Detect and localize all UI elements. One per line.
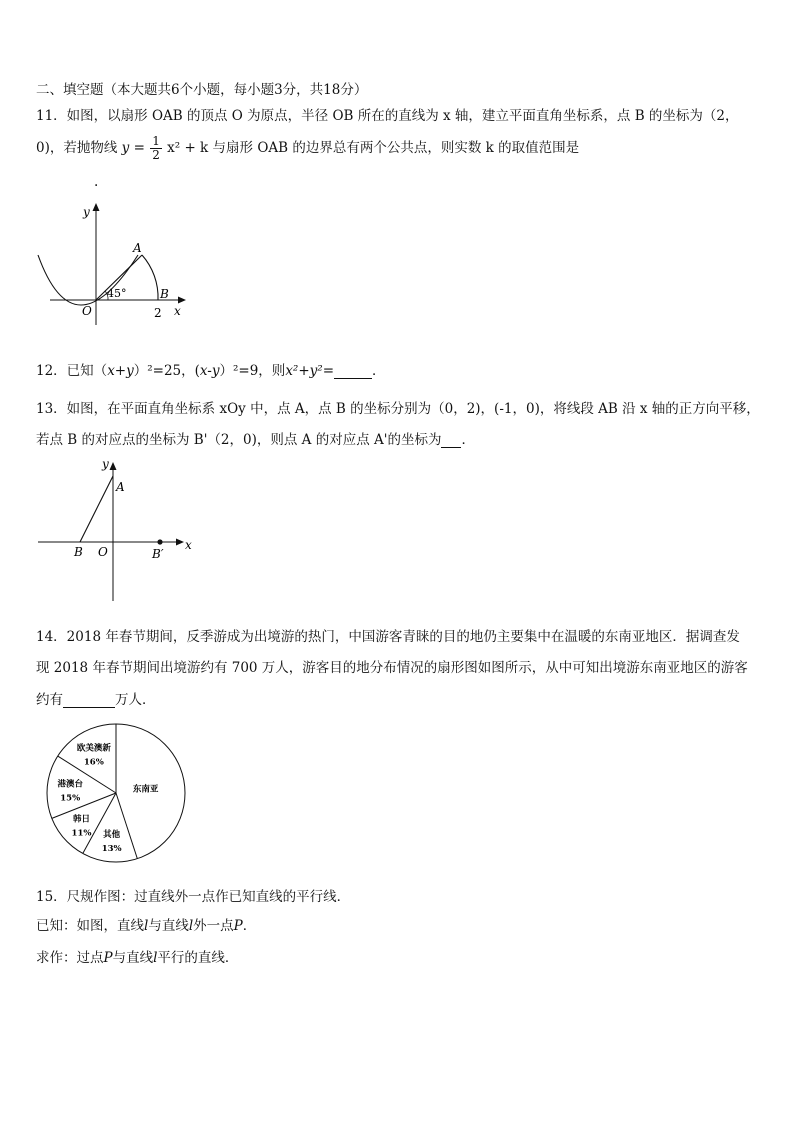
- q11-x2-k: x² + k: [167, 140, 209, 156]
- q15-line1: 15．尺规作图：过直线外一点作已知直线的平行线．: [36, 889, 351, 905]
- q15-P2: P: [103, 950, 113, 966]
- q15-given-c: 外一点: [193, 918, 234, 934]
- q15-l1: l: [144, 918, 149, 934]
- q15-line3: [36, 946, 238, 966]
- pie-value-4: 13%: [101, 843, 122, 854]
- q11-fraction: [150, 135, 162, 162]
- q13-answer-blank[interactable]: [441, 432, 461, 448]
- q11-x-arrow: [178, 297, 186, 304]
- q12-answer-blank[interactable]: [334, 363, 372, 379]
- q13-y-arrow: [110, 462, 117, 470]
- q12-mid2: ）²=9，则: [219, 363, 286, 379]
- q12-expr2: x-y: [199, 363, 220, 379]
- q13-text: 若点 B 的对应点的坐标为 B'（2，0)，则点 A 的对应点 A'的坐标为: [36, 432, 442, 448]
- q13-line1: 13．如图，在平面直角坐标系 xOy 中，点 A，点 B 的坐标分别为（0，2)，(-1，0)，将线段 AB 沿 x 轴的正方向平移，: [36, 401, 760, 417]
- q11-line2: [36, 132, 579, 164]
- q11-label-O: O: [82, 304, 92, 318]
- q12-end: ．: [372, 363, 386, 379]
- q14-line2: 现 2018 年春节期间出境游约有 700 万人，游客目的地分布情况的扇形图如图所示，从中可知出境游东南亚地区的游客: [36, 660, 748, 676]
- q11-text-b: 与扇形 OAB 的边界总有两个公共点，则实数 k 的取值范围是: [212, 140, 580, 156]
- q12-expr3: x²+y²: [285, 363, 323, 379]
- q11-line1: 11．如图，以扇形 OAB 的顶点 O 为原点，半径 OB 所在的直线为 x 轴，建立平面直角坐标系，点 B 的坐标为（2，: [36, 108, 739, 124]
- q12-mid1: ）²=25，(: [133, 363, 200, 379]
- q15-given-b: 与直线: [148, 918, 189, 934]
- pie-label-1: 欧美澳新: [76, 743, 111, 754]
- q12-eq: =: [322, 363, 335, 379]
- pie-label-0: 东南亚: [132, 784, 159, 795]
- q11-frac-den: 2: [152, 148, 160, 162]
- q13-label-x: x: [185, 538, 192, 552]
- q11-label-angle: 45°: [107, 287, 127, 300]
- q11-y-equals: y =: [121, 140, 145, 156]
- q11-text-a: 0)，若抛物线: [36, 140, 118, 156]
- q11-figure: [30, 195, 230, 345]
- pie-label-3: 韩日: [72, 814, 91, 825]
- q13-figure: [34, 456, 204, 606]
- q11-label-B: B: [160, 287, 169, 301]
- q11-y-arrow: [93, 203, 100, 211]
- pie-value-2: 15%: [60, 793, 81, 804]
- section-title: 二、填空题（本大题共6个小题，每小题3分，共18分）: [36, 82, 368, 98]
- q14-line3: [36, 688, 156, 708]
- q15-given-d: ．: [242, 918, 257, 934]
- q15-P1: P: [233, 918, 243, 934]
- q15-l2: l: [188, 918, 194, 934]
- q13-label-B: B: [74, 545, 83, 559]
- q11-dot: .: [94, 174, 99, 190]
- q14-answer-blank[interactable]: [63, 692, 115, 708]
- q13-segment-AB: [80, 476, 113, 542]
- q11-label-x: x: [174, 304, 181, 318]
- q12-prefix: 12．已知（: [36, 363, 108, 379]
- q12-expr1: x+y: [107, 363, 134, 379]
- q14-text-a: 约有: [36, 692, 63, 708]
- q13-point-Bprime: [157, 539, 162, 544]
- pie-label-4: 其他: [103, 829, 121, 840]
- q11-frac-num: 1: [152, 134, 160, 148]
- q15-seek-b: 与直线: [112, 950, 154, 966]
- pie-label-2: 港澳台: [57, 779, 83, 790]
- q14-pie-chart: [44, 723, 194, 863]
- pie-value-1: 16%: [83, 757, 104, 768]
- q11-label-y: y: [83, 205, 90, 219]
- q11-label-A: A: [133, 241, 142, 255]
- q13-line2: [36, 428, 475, 448]
- q11-arc-AB: [142, 255, 158, 300]
- q15-l3: l: [153, 950, 158, 966]
- q13-end: ．: [461, 432, 475, 448]
- q15-line2: [36, 914, 256, 934]
- q12-line: [36, 359, 386, 379]
- q14-text-b: 万人．: [115, 692, 156, 708]
- q15-seek-c: 平行的直线．: [157, 950, 239, 966]
- pie-value-3: 11%: [71, 828, 92, 839]
- q13-label-A: A: [116, 480, 125, 494]
- q15-seek-a: 求作：过点: [36, 950, 104, 966]
- q11-label-2: 2: [154, 306, 162, 320]
- q14-line1: 14．2018 年春节期间，反季游成为出境游的热门，中国游客青睐的目的地仍主要集中在温暖的东南亚地区．据调查发: [36, 629, 740, 645]
- q13-x-arrow: [176, 539, 184, 546]
- q13-label-y: y: [102, 457, 109, 471]
- q13-label-Bprime: B′: [152, 547, 164, 561]
- q15-given-a: 已知：如图，直线: [36, 918, 144, 934]
- q13-label-O: O: [98, 545, 108, 559]
